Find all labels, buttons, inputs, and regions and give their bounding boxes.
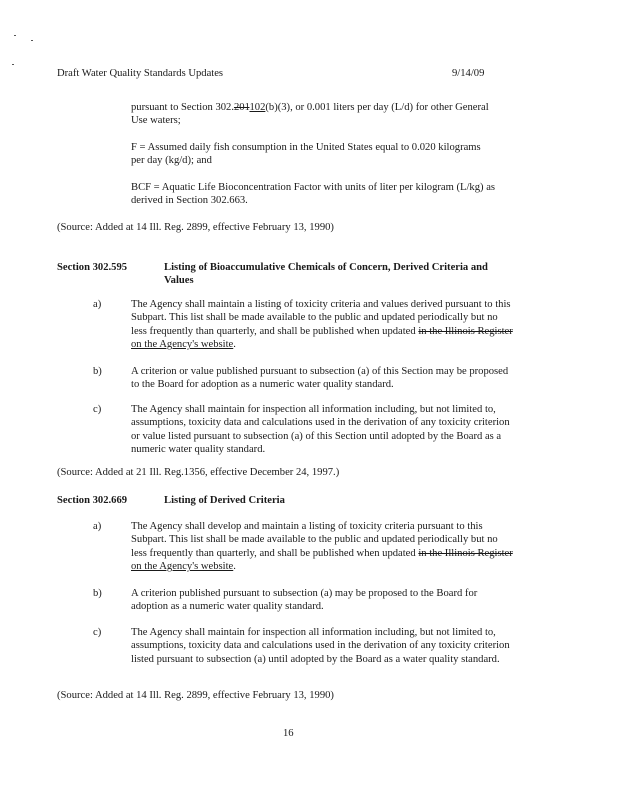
section-302-595-number: Section 302.595 [57,262,128,273]
source-note-1: (Source: Added at 14 Ill. Reg. 2899, effective February 13, 1990) [57,222,334,233]
section1-item-a-body: The Agency shall maintain a listing of toxicity criteria and values derived pursuant to this Subpart. This list shall be made available to the public and updated periodically but no less frequently than quarterly, and shall be published when updated [131,299,511,337]
section1-item-b-text: A criterion or value published pursuant to subsection (a) of this Section may be proposed to the Board for adoption as a numeric water quality standard. [131,366,509,391]
definition-f: F = Assumed daily fish consumption in the United States equal to 0.020 kilograms per day (kg/d); and [131,142,481,167]
scan-speck [14,35,16,36]
definition-bcf: BCF = Aquatic Life Bioconcentration Factor with units of liter per kilogram (L/kg) as derived in Section 302.663. [131,182,496,207]
section1-item-a-text [131,298,516,352]
section1-item-a-label: a) [93,299,102,310]
source-note-2: (Source: Added at 21 Ill. Reg.1356, effective December 24, 1997.) [57,467,340,478]
page-number: 16 [283,728,294,739]
section1-item-a-deleted: in the Illinois Register [418,325,513,337]
scan-speck [31,40,33,41]
section2-item-b-label: b) [93,588,102,599]
section1-item-a-inserted: on the Agency's website [131,339,234,351]
definition-w [131,101,496,128]
section-302-669-number: Section 302.669 [57,495,128,506]
section2-item-a-deleted: in the Illinois Register [418,547,513,559]
section1-item-c-label: c) [93,404,102,415]
definition-w-pre: pursuant to Section 302. [131,102,234,113]
section2-item-a-body: The Agency shall develop and maintain a listing of toxicity criteria pursuant to this Subpart. This list shall be made available to the public and updated periodically but no less frequently than quarterly, and shall be published when updated [131,521,498,559]
section-302-669-title: Listing of Derived Criteria [164,495,285,506]
section1-item-c-text: The Agency shall maintain for inspection all information including, but not limited to, assumptions, toxicity data and calculations used in the derivation of any toxicity criterion or value listed pursuant to subsection (a) of this Section until adopted by the Board as a numeric water quality standard. [131,404,510,456]
section2-item-a-label: a) [93,521,102,532]
section2-item-a-inserted: on the Agency's website [131,561,234,573]
definition-w-post: (b)(3), or 0.001 liters per day (L/d) for other General Use waters; [131,102,489,127]
section-302-595-title: Listing of Bioaccumulative Chemicals of Concern, Derived Criteria and Values [164,262,488,287]
section2-item-b-text: A criterion published pursuant to subsection (a) may be proposed to the Board for adoption as a numeric water quality standard. [131,588,478,613]
header-date: 9/14/09 [452,68,485,79]
section2-item-a-text [131,520,516,574]
definition-w-deleted: 201 [233,102,250,113]
source-note-3: (Source: Added at 14 Ill. Reg. 2899, effective February 13, 1990) [57,690,334,701]
section2-item-a-end: . [233,561,236,573]
section1-item-a-end: . [233,339,236,351]
header-title: Draft Water Quality Standards Updates [57,68,224,79]
section2-item-c-label: c) [93,627,102,638]
section1-item-b-label: b) [93,366,102,377]
scan-speck [12,64,14,65]
definition-w-inserted: 102 [249,102,266,113]
section2-item-c-text: The Agency shall maintain for inspection all information including, but not limited to, assumptions, toxicity data and calculations used in the derivation of any toxicity criterion listed pursuant to subsection (a) until adopted by the Board as a water quality standard. [131,627,510,665]
